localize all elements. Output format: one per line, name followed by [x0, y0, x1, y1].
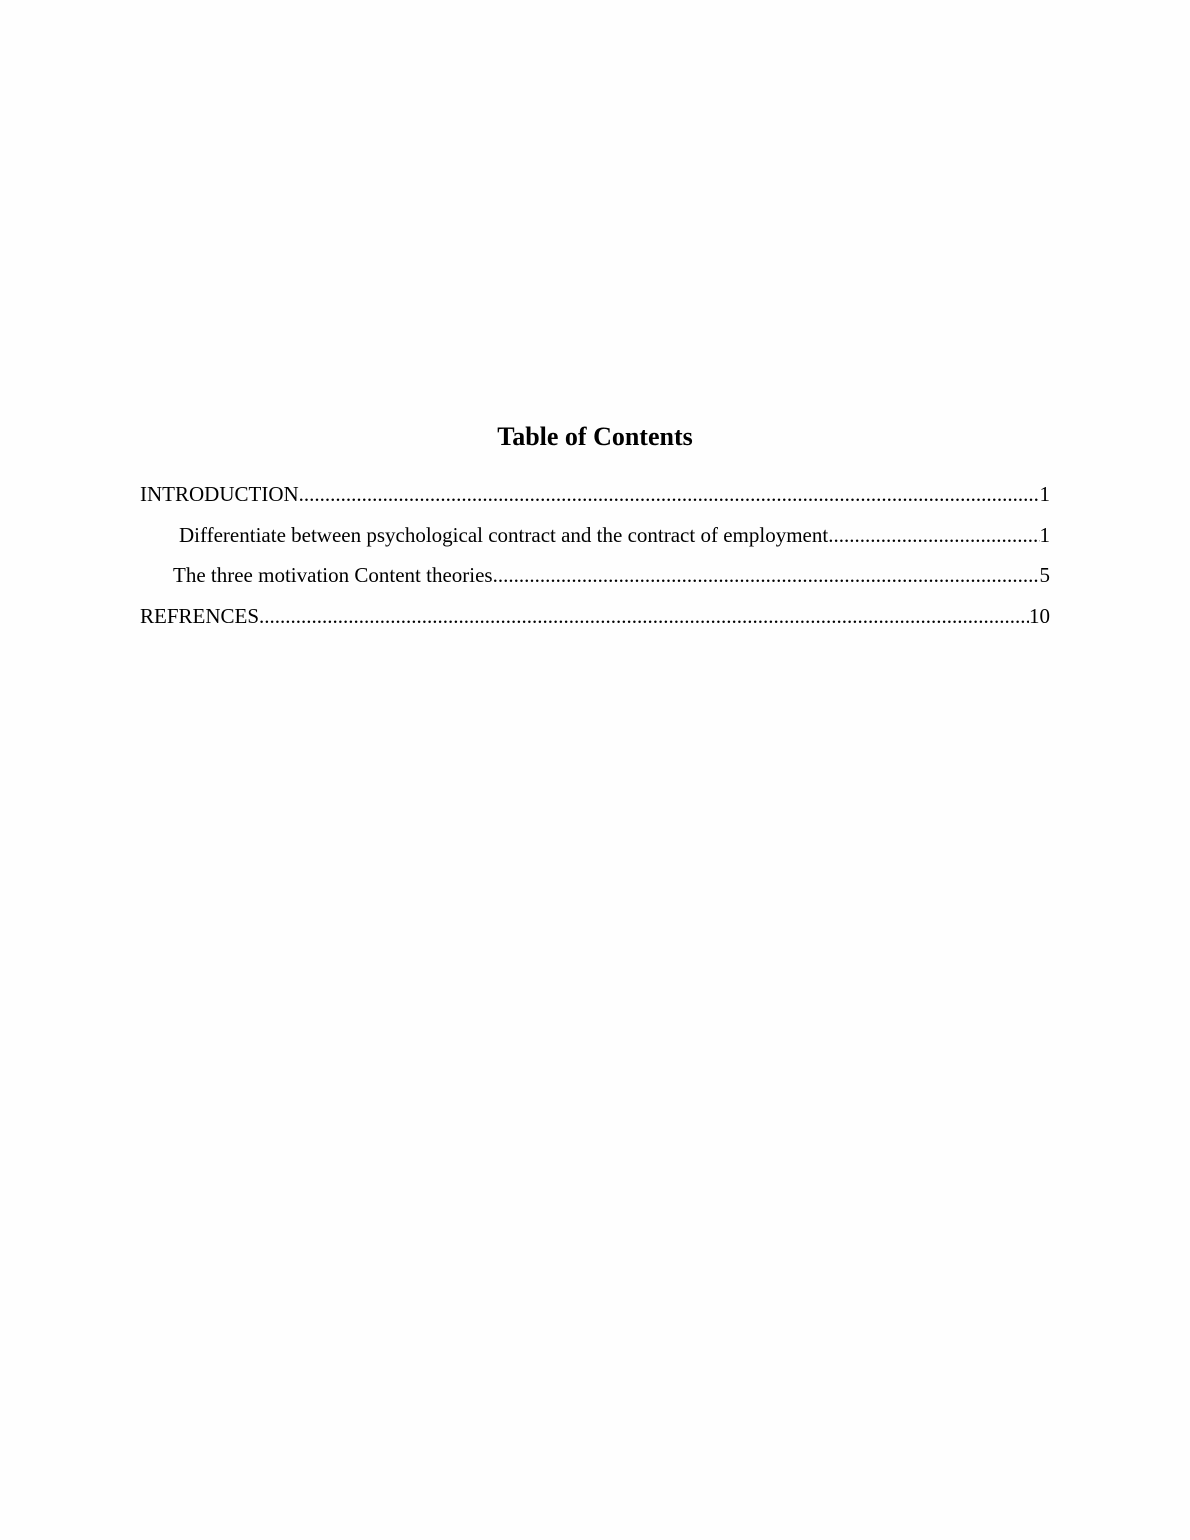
toc-entry-label: The three motivation Content theories [173, 563, 493, 587]
toc-entry-label: Differentiate between psychological contract and the contract of employment [179, 522, 829, 547]
toc-entry-label: INTRODUCTION [140, 482, 299, 506]
toc-entry-introduction[interactable] [140, 478, 1050, 519]
toc-entry-references[interactable] [140, 600, 1050, 641]
toc-entry-label: REFRENCES [140, 603, 260, 628]
toc-dot-leader [828, 519, 1039, 551]
toc-dot-leader [259, 600, 1029, 632]
toc-entry-motivation-theories[interactable] [140, 559, 1050, 600]
toc-dot-leader [493, 559, 1040, 591]
toc-dot-leader [299, 478, 1040, 510]
toc-entry-psychological-contract[interactable] [140, 519, 1050, 560]
toc-entry-page: 10 [1029, 603, 1050, 628]
toc-list [140, 478, 1050, 640]
toc-title: Table of Contents [497, 422, 693, 451]
toc-entry-page: 1 [1039, 522, 1050, 547]
toc-entry-page: 1 [1039, 482, 1050, 506]
toc-entry-page: 5 [1039, 563, 1050, 587]
